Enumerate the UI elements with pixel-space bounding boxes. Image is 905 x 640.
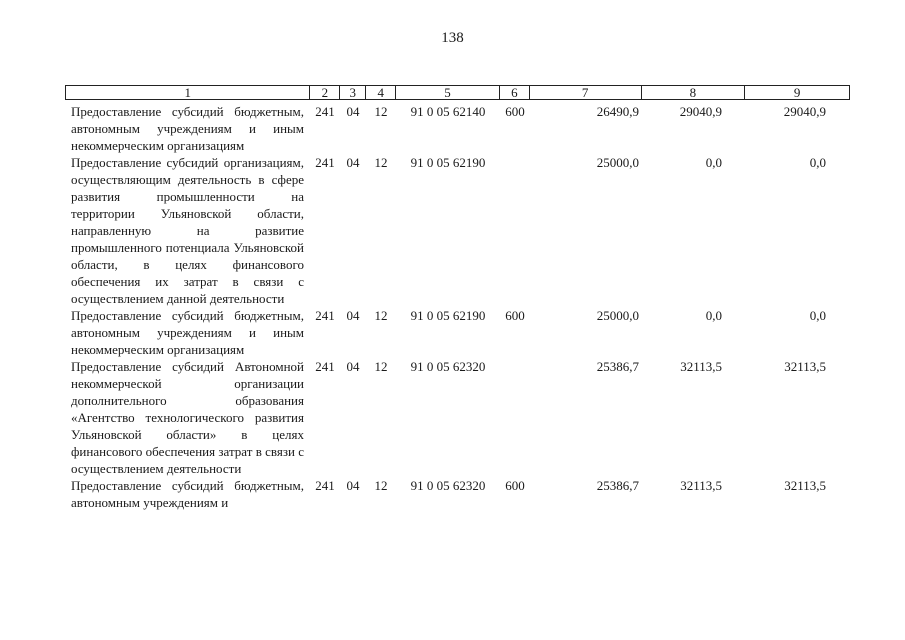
cell-col-5: 91 0 05 62140: [410, 104, 486, 119]
cell-col-4: 12: [374, 155, 388, 170]
cell-col-9: 32113,5: [784, 478, 826, 493]
cell-col-5: 91 0 05 62190: [410, 308, 486, 323]
cell-col-9: 0,0: [809, 155, 826, 170]
table-row: [65, 477, 855, 511]
cell-col-5: 91 0 05 62320: [410, 359, 486, 374]
cell-col-9: 29040,9: [783, 104, 826, 119]
cell-col-5: 91 0 05 62190: [410, 155, 486, 170]
header-col-3: 3: [340, 86, 366, 99]
header-col-5: 5: [396, 86, 500, 99]
cell-col-8: 0,0: [705, 308, 722, 323]
row-description: Предоставление субсидий организациям, осуществляющим деятельность в сфере развития промышленности на территории Ульяновской области, направленную на развитие промышленного потенциала Ульяновской области, в целях финансового обеспечения их затрат в связи с осуществлением данной деятельности: [71, 155, 304, 306]
cell-col-7: 25000,0: [596, 308, 639, 323]
header-col-6: 6: [500, 86, 530, 99]
cell-col-7: 25000,0: [596, 155, 639, 170]
cell-col-6: 600: [505, 478, 525, 493]
cell-col-3: 04: [346, 308, 360, 323]
page-number: 138: [441, 30, 464, 46]
cell-col-2: 241: [315, 359, 335, 374]
cell-col-6: 600: [505, 308, 525, 323]
cell-col-2: 241: [315, 478, 335, 493]
row-description: Предоставление субсидий бюджетным, автономным учреждениям и: [71, 478, 304, 510]
cell-col-5: 91 0 05 62320: [410, 478, 486, 493]
cell-col-4: 12: [374, 359, 388, 374]
header-col-8: 8: [642, 86, 746, 99]
cell-col-3: 04: [346, 478, 360, 493]
cell-col-9: 0,0: [809, 308, 826, 323]
header-col-1: 1: [66, 86, 310, 99]
cell-col-8: 32113,5: [680, 359, 722, 374]
table-row: [65, 103, 855, 154]
table-body: [65, 103, 855, 511]
cell-col-3: 04: [346, 359, 360, 374]
table-row: [65, 154, 855, 307]
header-col-2: 2: [310, 86, 340, 99]
table-header: [65, 85, 850, 100]
cell-col-8: 29040,9: [679, 104, 722, 119]
cell-col-2: 241: [315, 104, 335, 119]
header-col-9: 9: [793, 85, 801, 100]
cell-col-4: 12: [374, 104, 388, 119]
cell-col-8: 0,0: [705, 155, 722, 170]
cell-col-8: 32113,5: [680, 478, 722, 493]
cell-col-2: 241: [315, 308, 335, 323]
cell-col-6: 600: [505, 104, 525, 119]
cell-col-3: 04: [346, 155, 360, 170]
cell-col-7: 25386,7: [596, 478, 639, 493]
row-description: Предоставление субсидий бюджетным, автономным учреждениям и иным некоммерческим организациям: [71, 104, 304, 153]
cell-col-7: 26490,9: [596, 104, 639, 119]
header-col-7: 7: [530, 86, 642, 99]
header-col-4: 4: [366, 86, 396, 99]
cell-col-9: 32113,5: [784, 359, 826, 374]
cell-col-4: 12: [374, 308, 388, 323]
cell-col-7: 25386,7: [596, 359, 639, 374]
row-description: Предоставление субсидий бюджетным, автономным учреждениям и иным некоммерческим организациям: [71, 308, 304, 357]
cell-col-4: 12: [374, 478, 388, 493]
cell-col-2: 241: [315, 155, 335, 170]
cell-col-3: 04: [346, 104, 360, 119]
table-row: [65, 307, 855, 358]
table-row: [65, 358, 855, 477]
row-description: Предоставление субсидий Автономной некоммерческой организации дополнительного образования «Агентство технологического развития Ульяновской области» в целях финансового обеспечения затрат в связи с осуществлением деятельности: [71, 359, 304, 476]
